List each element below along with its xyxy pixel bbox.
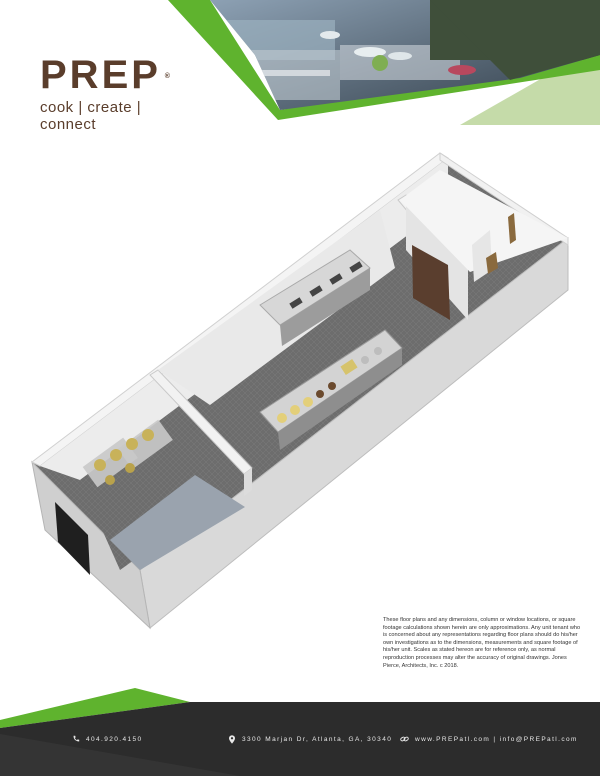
- footer-web-email[interactable]: [400, 735, 578, 743]
- link-icon: [400, 735, 409, 743]
- registered-mark: ®: [164, 73, 170, 80]
- web-email-text: www.PREPatl.com | info@PREPatl.com: [415, 735, 578, 743]
- address-text: 3300 Marjan Dr, Atlanta, GA, 30340: [242, 736, 393, 743]
- phone-number: 404.920.4150: [86, 735, 143, 743]
- isometric-floor-plan-illustration: [20, 150, 580, 630]
- logo-text: PREP: [40, 53, 161, 97]
- tagline: cook | create | connect: [40, 99, 142, 133]
- location-pin-icon: [228, 735, 236, 744]
- logo-wordmark: [40, 53, 170, 97]
- floorplan-disclaimer: These floor plans and any dimensions, column or window locations, or square footage calculations shown herein are only approximations. Any unit tenant who is concerned about any representations regarding floor plans should do his/her own investigations as to the dimensions, measurements and square footage of his/her unit. Scales as stated hereon are for reference only, as normal reproduction processes may alter the accuracy of original drawings. Jones Pierce, Architects, Inc. c 2018.: [383, 617, 581, 669]
- footer-bar: [0, 688, 600, 776]
- phone-icon: [72, 735, 80, 743]
- footer-address[interactable]: [228, 735, 392, 744]
- brand-logo: [40, 55, 200, 133]
- footer-phone[interactable]: [72, 735, 143, 743]
